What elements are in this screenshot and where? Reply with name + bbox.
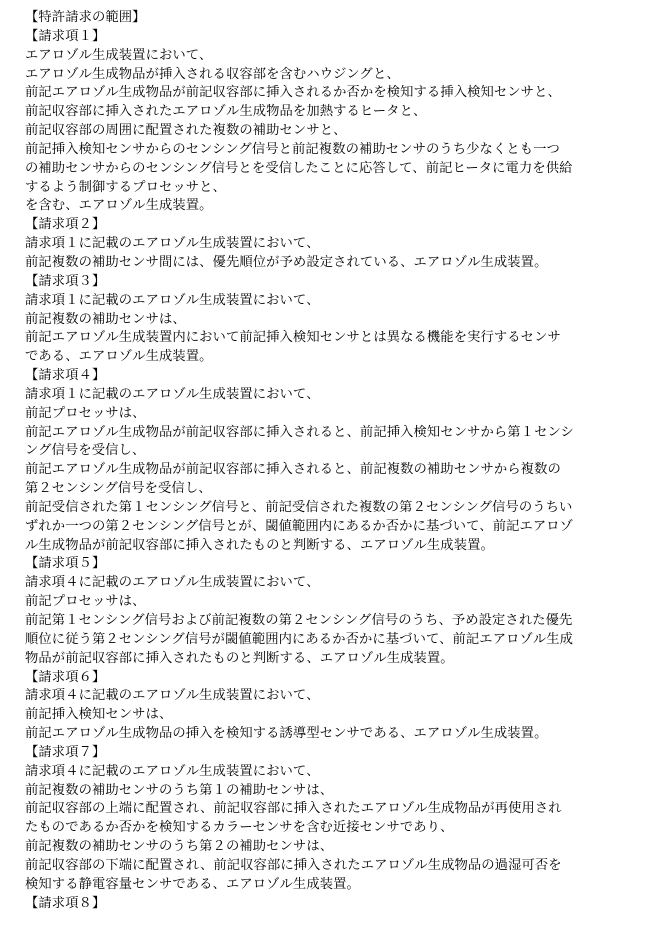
claim-text-line: を含む、エアロゾル生成装置。 — [25, 198, 213, 214]
claim-heading: 【請求項５】 — [25, 556, 106, 572]
claim-text-line: 前記エアロゾル生成物品が前記収容部に挿入されると、前記複数の補助センサから複数の — [25, 462, 561, 478]
claim-text-line: 前記複数の補助センサ間には、優先順位が予め設定されている、エアロゾル生成装置。 — [25, 254, 548, 270]
claim-text-line: 順位に従う第２センシング信号が閾値範囲内にあるか否かに基づいて、前記エアロゾル生成 — [25, 631, 574, 647]
claim-text-line: たものであるか否かを検知するカラーセンサを含む近接センサであり、 — [25, 820, 454, 836]
claim-text-line: 前記複数の補助センサのうち第２の補助センサは、 — [25, 839, 334, 855]
claim-text-line: 前記挿入検知センサは、 — [25, 707, 173, 723]
claim-heading: 【請求項７】 — [25, 744, 106, 760]
claim-text-line: 前記エアロゾル生成物品が前記収容部に挿入されると、前記挿入検知センサから第１センシ — [25, 424, 574, 440]
claim-text-line: 物品が前記収容部に挿入されたものと判断する、エアロゾル生成装置。 — [25, 650, 454, 666]
claim-heading: 【請求項１】 — [25, 28, 106, 44]
claim-text-line: 請求項４に記載のエアロゾル生成装置において、 — [25, 688, 320, 704]
claim-heading: 【請求項３】 — [25, 273, 106, 289]
claim-text-line: エアロゾル生成物品が挿入される収容部を含むハウジングと、 — [25, 66, 400, 82]
claim-text-line: の補助センサからのセンシング信号とを受信したことに応答して、前記ヒータに電力を供給 — [25, 160, 573, 176]
claim-text-line: 請求項４に記載のエアロゾル生成装置において、 — [25, 575, 320, 591]
claim-text-line: ずれか一つの第２センシング信号とが、閾値範囲内にあるか否かに基づいて、前記エアロゾ — [25, 518, 574, 534]
claim-text-line: 前記エアロゾル生成装置内において前記挿入検知センサとは異なる機能を実行するセンサ — [25, 330, 561, 346]
claim-text-line: 前記収容部の周囲に配置された複数の補助センサと、 — [25, 123, 347, 139]
claim-text-line: 前記複数の補助センサは、 — [25, 311, 186, 327]
claim-text-line: 前記収容部の下端に配置され、前記収容部に挿入されたエアロゾル生成物品の過湿可否を — [25, 857, 562, 873]
claim-text-line: 請求項１に記載のエアロゾル生成装置において、 — [25, 236, 320, 252]
claim-text-line: 前記エアロゾル生成物品が前記収容部に挿入されるか否かを検知する挿入検知センサと、 — [25, 85, 561, 101]
claim-text-line: エアロゾル生成装置において、 — [25, 47, 213, 63]
claim-text-line: ング信号を受信し、 — [25, 443, 146, 459]
claim-text-line: 検知する静電容量センサである、エアロゾル生成装置。 — [25, 876, 360, 892]
claim-heading: 【請求項２】 — [25, 217, 106, 233]
claim-heading: 【請求項６】 — [25, 669, 106, 685]
claim-text-line: 前記複数の補助センサのうち第１の補助センサは、 — [25, 782, 334, 798]
claim-text-line: 前記プロセッサは、 — [25, 594, 146, 610]
claim-text-line: 請求項４に記載のエアロゾル生成装置において、 — [25, 763, 320, 779]
claim-text-line: 請求項１に記載のエアロゾル生成装置において、 — [25, 386, 320, 402]
claim-text-line: 第２センシング信号を受信し、 — [25, 481, 212, 497]
claim-text-line: 前記エアロゾル生成物品の挿入を検知する誘導型センサである、エアロゾル生成装置。 — [25, 726, 548, 742]
claim-text-line: 前記第１センシング信号および前記複数の第２センシング信号のうち、予め設定された優先 — [25, 613, 573, 628]
claim-text-line: するよう制御するプロセッサと、 — [25, 179, 226, 195]
claim-text-line: 前記収容部の上端に配置され、前記収容部に挿入されたエアロゾル生成物品が再使用され — [25, 801, 562, 817]
claim-text-line: 前記受信された第１センシング信号と、前記受信された複数の第２センシング信号のうちい — [25, 499, 573, 515]
claim-text-line: ル生成物品が前記収容部に挿入されたものと判断する、エアロゾル生成装置。 — [25, 537, 494, 553]
claim-text-line: 前記プロセッサは、 — [25, 405, 146, 421]
claim-heading: 【特許請求の範囲】 — [25, 10, 146, 25]
claim-text-line: 請求項１に記載のエアロゾル生成装置において、 — [25, 292, 320, 308]
claim-text-line: 前記挿入検知センサからのセンシング信号と前記複数の補助センサのうち少なくとも一つ — [25, 141, 560, 157]
claim-heading: 【請求項４】 — [25, 368, 106, 384]
claim-text-line: 前記収容部に挿入されたエアロゾル生成物品を加熱するヒータと、 — [25, 104, 427, 120]
claim-text-line: である、エアロゾル生成装置。 — [25, 349, 213, 365]
claim-heading: 【請求項８】 — [25, 895, 106, 911]
